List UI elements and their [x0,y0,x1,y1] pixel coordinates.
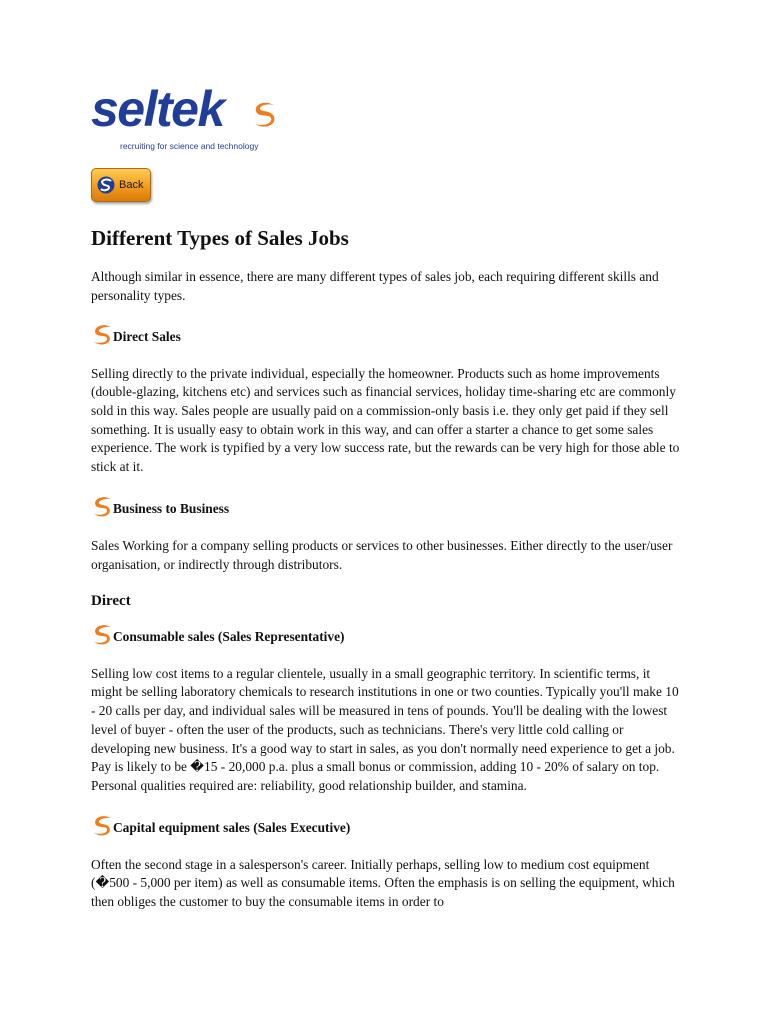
section-heading-label: Direct Sales [113,328,181,344]
seltek-swirl-icon [91,496,113,518]
back-button[interactable] [91,168,151,202]
section-heading-consumable [91,624,681,646]
page-content [91,81,681,912]
seltek-swirl-icon [91,324,113,346]
direct-sales-paragraph: Selling directly to the private individual, especially the homeowner. Products such as home improvements (double-glazing, kitchens etc) and services such as financial services, holiday time-sharing etc are commonly sold in this way. Sales people are usually paid on a commission-only basis i.e. they only get paid if they sell something. It is usually easy to obtain work in this way, and can offer a starter a chance to get some sales experience. The work is typified by a very low success rate, but the rewards can be very high for those able to stick at it. [91,365,680,475]
capital-paragraph: Often the second stage in a salesperson's career. Initially perhaps, selling low to medium cost equipment (�500 - 5,000 per item) as well as consumable items. Often the emphasis is on selling the equipment, which then obliges the customer to buy the consumable items in order to [91,856,675,910]
b2b-paragraph: Sales Working for a company selling products or services to other businesses. Either directly to the user/user organisation, or indirectly through distributors. [91,537,673,572]
logo-wordmark: seltek [91,81,224,137]
section-heading-label: Capital equipment sales (Sales Executive) [113,819,351,835]
section-heading-direct-sales [91,324,681,346]
seltek-swirl-icon [91,624,113,646]
back-arrow-icon [97,176,115,194]
section-heading-b2b [91,496,681,518]
back-button-label: Back [119,179,144,191]
section-heading-capital [91,815,681,837]
page-title: Different Types of Sales Jobs [91,226,349,250]
logo-tagline: recruiting for science and technology [120,141,259,151]
seltek-swirl-icon [91,815,113,837]
consumable-paragraph: Selling low cost items to a regular clientele, usually in a small geographic territory. In scientific terms, it might be selling laboratory chemicals to research institutions in one or two counties. Typically you'll make 10 - 20 calls per day, and individual sales will be measured in tens of pounds. You'll be dealing with the lowest level of buyer - often the user of the products, such as technicians. There's very little cold calling or developing new business. It's a good way to start in sales, as you don't normally need experience to get a job. Pay is likely to be �15 - 20,000 p.a. plus a small bonus or commission, adding 10 - 20% of salary on top. Personal qualities required are: reliability, good relationship builder, and stamina. [91,665,679,793]
seltek-logo[interactable] [91,81,291,152]
section-heading-label: Business to Business [113,500,230,516]
section-heading-label: Consumable sales (Sales Representative) [113,628,345,644]
direct-subheading: Direct [91,593,131,610]
seltek-swirl-icon [249,100,279,130]
intro-paragraph: Although similar in essence, there are many different types of sales job, each requiring different skills and personality types. [91,269,659,303]
